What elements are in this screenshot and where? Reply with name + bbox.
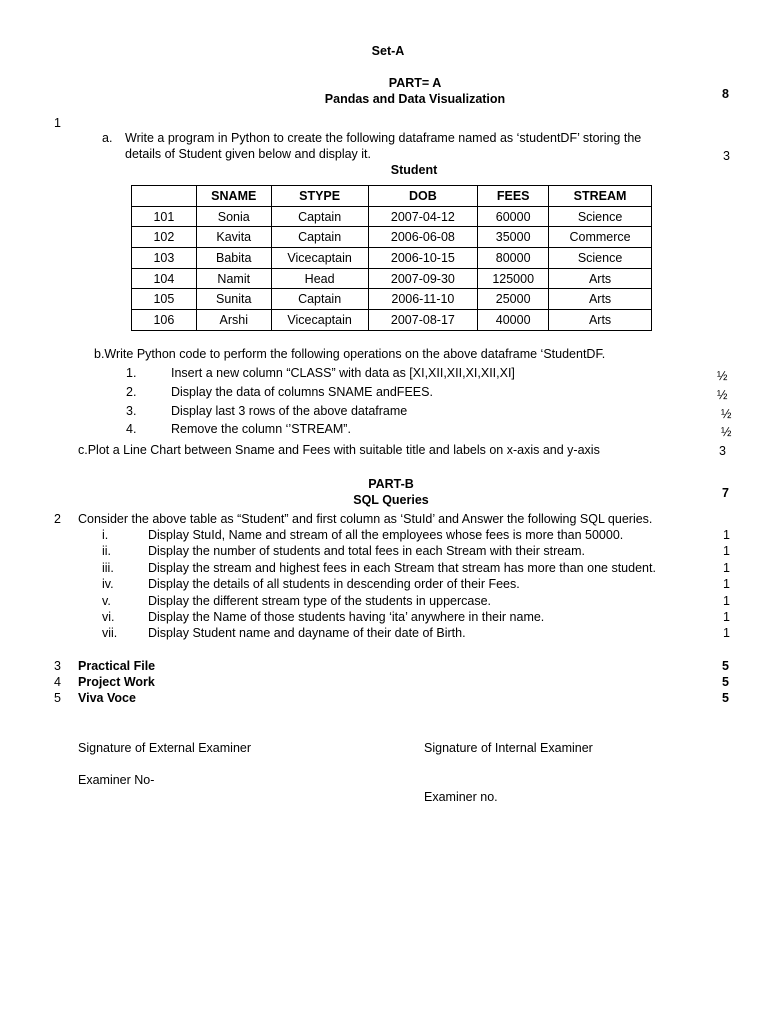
sql-item-text: Display the stream and highest fees in each Stream that stream has more than one student. [148,561,656,575]
qb-item-number: 2. [126,385,137,399]
table-cell: Science [549,206,652,227]
student-table [131,185,652,331]
table-header-row [132,186,652,207]
other-item-marks: 5 [722,659,729,673]
sql-item-text: Display StuId, Name and stream of all the employees whose fees is more than 50000. [148,528,624,542]
other-item-marks: 5 [722,675,729,689]
other-item-marks: 5 [722,691,729,705]
table-cell: Sunita [196,289,271,310]
table-cell: 104 [132,268,197,289]
qb-item-marks: ½ [717,388,728,402]
other-item-label: Viva Voce [78,691,136,705]
table-row [132,248,652,269]
table-cell: Vicecaptain [271,310,368,331]
table-cell: 60000 [478,206,549,227]
table-row [132,310,652,331]
other-item-number: 5 [54,691,61,705]
external-examiner-number: Examiner No- [78,773,155,787]
table-header-cell: FEES [478,186,549,207]
qb-item-number: 4. [126,422,137,436]
qb-item-text: Display last 3 rows of the above dataframe [171,404,408,418]
table-cell: 102 [132,227,197,248]
table-header-cell: STREAM [549,186,652,207]
table-header-cell: STYPE [271,186,368,207]
table-cell: 106 [132,310,197,331]
table-cell: 40000 [478,310,549,331]
sql-item-text: Display the different stream type of the students in uppercase. [148,594,492,608]
table-cell: 105 [132,289,197,310]
table-cell: 101 [132,206,197,227]
other-item-number: 3 [54,659,61,673]
sql-item-marks: 1 [723,610,730,624]
table-header-cell [132,186,197,207]
set-title: Set-A [371,44,405,58]
table-cell: 125000 [478,268,549,289]
sql-item-marks: 1 [723,528,730,542]
part-b-intro: Consider the above table as “Student” and first column as ‘StuId’ and Answer the following SQL queries. [78,512,653,526]
qb-item-text: Remove the column ‘’STREAM”. [171,422,351,436]
sql-item-number: i. [102,528,109,542]
qc-text: c.Plot a Line Chart between Sname and Fees with suitable title and labels on x-axis and y-axis [78,443,600,457]
table-cell: Sonia [196,206,271,227]
qa-line1: Write a program in Python to create the following dataframe named as ‘studentDF’ storing the [125,131,642,145]
qa-marks: 3 [723,149,730,163]
table-cell: 2007-08-17 [368,310,478,331]
sql-item-number: vi. [102,610,115,624]
qc-marks: 3 [719,444,726,458]
table-cell: Captain [271,227,368,248]
other-item-label: Practical File [78,659,156,673]
sql-item-number: v. [102,594,111,608]
sql-item-marks: 1 [723,561,730,575]
qb-item-marks: ½ [717,369,728,383]
table-cell: Arts [549,268,652,289]
qb-item-marks: ½ [721,425,732,439]
table-cell: 2006-10-15 [368,248,478,269]
table-cell: Captain [271,206,368,227]
table-cell: Kavita [196,227,271,248]
table-cell: Babita [196,248,271,269]
part-b-marks: 7 [722,486,729,500]
table-cell: 2007-09-30 [368,268,478,289]
sql-item-marks: 1 [723,544,730,558]
table-header-cell: SNAME [196,186,271,207]
table-cell: Commerce [549,227,652,248]
other-item-label: Project Work [78,675,155,689]
table-cell: 103 [132,248,197,269]
part-a-marks: 8 [722,87,729,101]
qa-line2: details of Student given below and display it. [125,147,371,161]
qb-intro: b.Write Python code to perform the following operations on the above dataframe ‘StudentDF. [94,347,606,361]
sql-item-text: Display Student name and dayname of their date of Birth. [148,626,466,640]
table-cell: 80000 [478,248,549,269]
sql-item-marks: 1 [723,594,730,608]
table-cell: Science [549,248,652,269]
table-row [132,206,652,227]
part-b-subheading: SQL Queries [353,493,429,507]
sql-item-marks: 1 [723,577,730,591]
table-cell: Arshi [196,310,271,331]
part-a-subheading: Pandas and Data Visualization [324,92,506,106]
sql-item-marks: 1 [723,626,730,640]
table-cell: Vicecaptain [271,248,368,269]
question-2-number: 2 [54,512,61,526]
table-cell: 25000 [478,289,549,310]
table-row [132,289,652,310]
question-1-number: 1 [54,116,61,130]
table-cell: 2006-11-10 [368,289,478,310]
qb-item-text: Insert a new column “CLASS” with data as [XI,XII,XII,XI,XII,XI] [171,366,515,380]
table-cell: 2007-04-12 [368,206,478,227]
internal-examiner-number: Examiner no. [424,790,498,804]
table-title: Student [390,163,438,177]
qb-item-marks: ½ [721,407,732,421]
table-cell: 35000 [478,227,549,248]
other-item-number: 4 [54,675,61,689]
table-cell: Arts [549,289,652,310]
internal-examiner-signature: Signature of Internal Examiner [424,741,593,755]
sql-item-text: Display the details of all students in descending order of their Fees. [148,577,520,591]
part-a-heading: PART= A [388,76,442,90]
sql-item-text: Display the Name of those students having ‘ita’ anywhere in their name. [148,610,545,624]
external-examiner-signature: Signature of External Examiner [78,741,252,755]
sql-item-number: iii. [102,561,114,575]
table-cell: Arts [549,310,652,331]
table-header-cell: DOB [368,186,478,207]
table-row [132,227,652,248]
table-row [132,268,652,289]
table-cell: Namit [196,268,271,289]
qb-item-text: Display the data of columns SNAME andFEES. [171,385,433,399]
sql-item-number: ii. [102,544,112,558]
table-cell: Head [271,268,368,289]
sql-item-number: iv. [102,577,114,591]
sql-item-number: vii. [102,626,118,640]
table-cell: Captain [271,289,368,310]
table-cell: 2006-06-08 [368,227,478,248]
qb-item-number: 1. [126,366,137,380]
qb-item-number: 3. [126,404,137,418]
part-b-heading: PART-B [368,477,414,491]
sql-item-text: Display the number of students and total fees in each Stream with their stream. [148,544,586,558]
qa-letter: a. [102,131,113,145]
